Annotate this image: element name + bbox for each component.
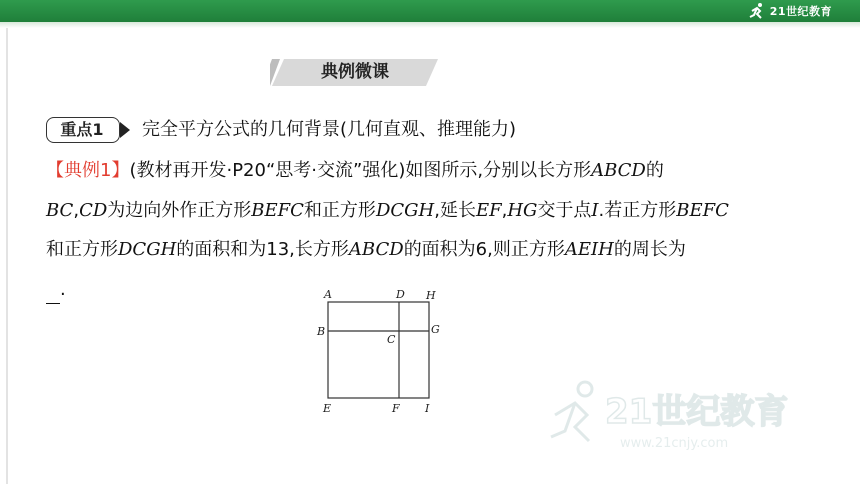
left-divider: [6, 28, 8, 484]
text-segment: ,: [501, 200, 508, 221]
math-hg: HG: [507, 200, 538, 221]
math-i: I: [591, 200, 599, 221]
label-b: B: [317, 325, 326, 338]
banner-title: 典例微课: [321, 62, 389, 82]
label-d: D: [396, 288, 405, 301]
text-segment: 的: [645, 160, 664, 181]
keypoint-badge: [46, 117, 120, 143]
label-i: I: [425, 402, 430, 415]
watermark-text: 21世纪教育: [605, 392, 789, 432]
math-befc: BEFC: [251, 200, 304, 221]
math-befc: BEFC: [676, 200, 729, 221]
label-h: H: [426, 289, 436, 302]
example-line-4: [46, 276, 66, 304]
text-segment: 的周长为: [613, 239, 686, 260]
math-dcgh: DCGH: [118, 239, 177, 260]
math-aeih: AEIH: [564, 239, 614, 260]
keypoint-badge-label: 重点1: [60, 120, 104, 139]
text-segment: .: [60, 279, 66, 300]
answer-blank: [46, 285, 60, 304]
text-segment: 和正方形: [303, 200, 376, 221]
math-abcd: ABCD: [348, 239, 404, 260]
text-segment: .若正方形: [598, 200, 677, 221]
text-segment: ,延长: [434, 200, 476, 221]
watermark-logo: [545, 375, 845, 455]
text-segment: 和正方形: [46, 239, 118, 260]
math-dcgh: DCGH: [375, 200, 435, 221]
text-segment: 为边向外作正方形: [107, 200, 252, 221]
header-bar: [0, 0, 860, 22]
example-tag: 【典例1】: [46, 160, 130, 181]
logo-text: 21世纪教育: [769, 5, 832, 18]
math-cd: CD: [79, 200, 108, 221]
text-segment: (教材再开发·P20“思考·交流”强化)如图所示,分别以长方形: [129, 160, 592, 181]
math-abcd: ABCD: [591, 160, 646, 181]
label-c: C: [387, 333, 396, 346]
brand-logo: [748, 2, 832, 20]
square-aeih: [328, 302, 429, 398]
runner-logo-icon: [748, 2, 766, 20]
header-shadow: [0, 22, 860, 28]
text-segment: 交于点: [537, 200, 592, 221]
math-ef: EF: [475, 200, 502, 221]
label-a: A: [324, 288, 332, 301]
text-segment: 的面积为6,则正方形: [403, 239, 565, 260]
example-line-3: [46, 236, 686, 264]
math-bc: BC: [46, 200, 74, 221]
watermark-url: www.21cnjy.com: [620, 436, 729, 451]
example-line-2: [46, 197, 729, 225]
triangle-arrow-icon: [120, 122, 130, 138]
geometry-figure: [310, 285, 450, 420]
label-e: E: [323, 402, 332, 415]
label-g: G: [431, 323, 440, 336]
example-line-1: [46, 157, 664, 185]
section-banner: [270, 57, 440, 88]
keypoint-title: 完全平方公式的几何背景(几何直观、推理能力): [142, 119, 517, 140]
text-segment: ,: [73, 200, 80, 221]
label-f: F: [392, 402, 400, 415]
text-segment: 的面积和为13,长方形: [176, 239, 349, 260]
